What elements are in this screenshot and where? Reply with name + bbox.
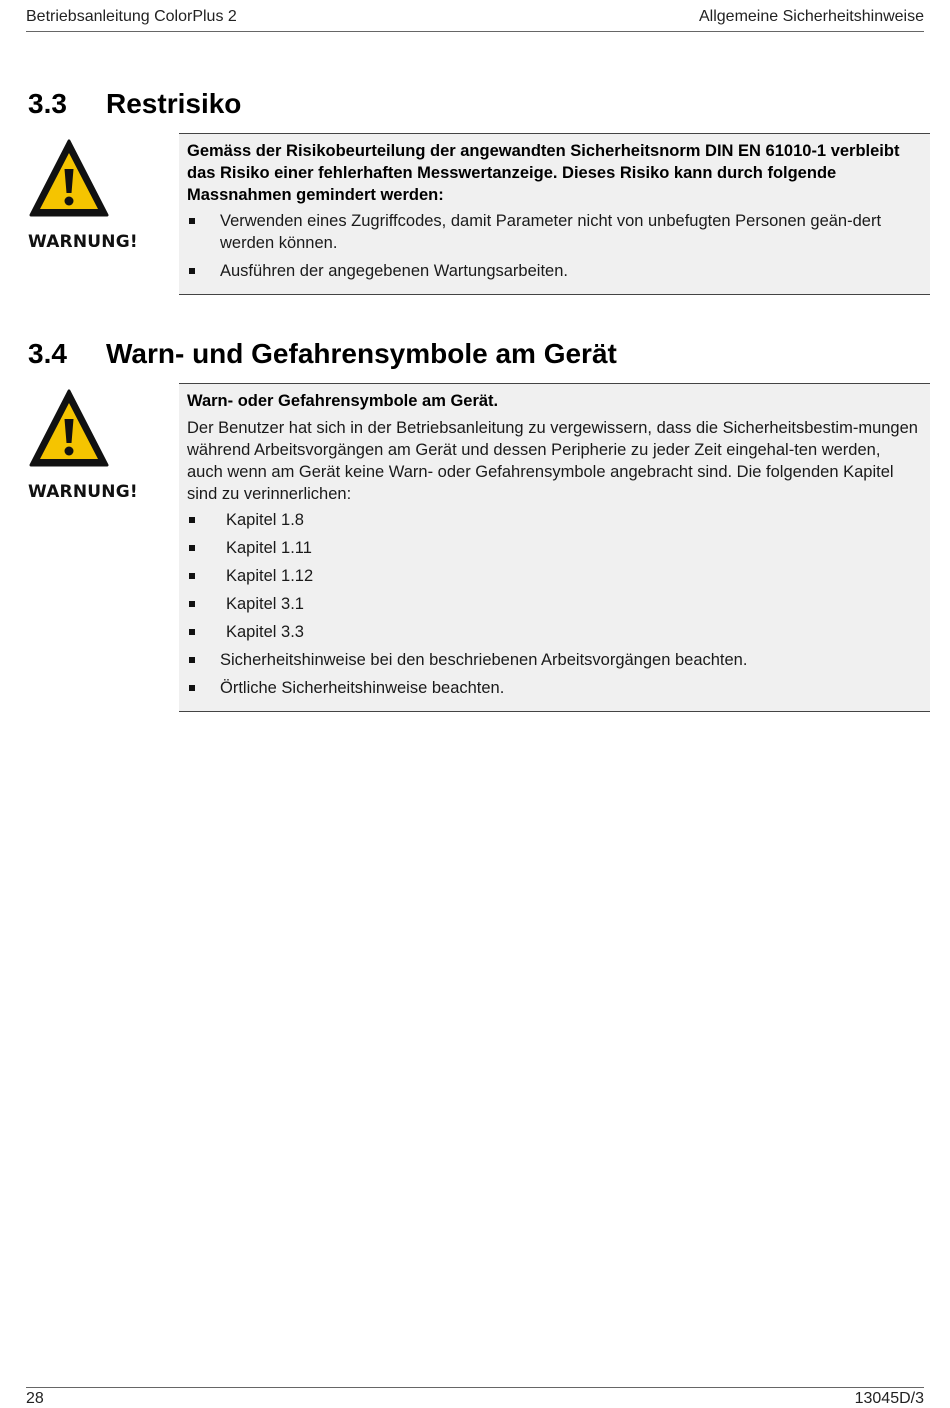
header-chapter-title: Allgemeine Sicherheitshinweise — [698, 8, 924, 25]
section-heading-3-3 — [28, 88, 241, 120]
list-item: Kapitel 1.11 — [187, 537, 920, 559]
warning-sign-3-3 — [28, 138, 138, 252]
section-number: 3.3 — [28, 88, 67, 119]
warning-lead-text: Gemäss der Risikobeurteilung der angewandten Sicherheitsnorm DIN EN 61010-1 verbleibt das Risiko einer fehlerhaften Messwertanzeige. Dieses Risiko kann durch folgende Massnahmen gemindert werden: — [187, 142, 900, 204]
warning-label: WARNUNG! — [28, 232, 138, 252]
running-header — [26, 8, 924, 32]
list-item: Verwenden eines Zugriffcodes, damit Parameter nicht von unbefugten Personen geän-dert werden können. — [187, 210, 920, 254]
section-title: Warn- und Gefahrensymbole am Gerät — [106, 338, 617, 369]
warning-label: WARNUNG! — [28, 482, 138, 502]
measures-list — [187, 210, 920, 282]
list-item: Ausführen der angegebenen Wartungsarbeiten. — [187, 260, 920, 282]
warning-triangle-icon — [28, 138, 110, 220]
warning-box-3-3 — [179, 133, 930, 295]
warning-lead-text: Warn- oder Gefahrensymbole am Gerät. — [187, 392, 499, 410]
list-item: Örtliche Sicherheitshinweise beachten. — [187, 677, 920, 699]
list-item: Kapitel 3.1 — [187, 593, 920, 615]
page-number: 28 — [26, 1390, 44, 1407]
warning-sign-3-4 — [28, 388, 138, 502]
section-title: Restrisiko — [106, 88, 242, 119]
document-id: 13045D/3 — [854, 1390, 924, 1407]
warning-triangle-icon — [28, 388, 110, 470]
warning-paragraph: Der Benutzer hat sich in der Betriebsanleitung zu vergewissern, dass die Sicherheitsbestim-mungen während Arbeitsvorgängen am Gerät und dessen Peripherie zu jeder Zeit eingehal-ten werden, auch wenn am Gerät keine Warn- oder Gefahrensymbole angebracht sind. Die folgenden Kapitel sind zu verinnerlichen: — [187, 419, 918, 503]
chapter-list — [187, 509, 920, 699]
header-document-title: Betriebsanleitung ColorPlus 2 — [26, 8, 237, 25]
warning-box-3-4 — [179, 383, 930, 712]
running-footer — [26, 1387, 924, 1408]
list-item: Kapitel 3.3 — [187, 621, 920, 643]
section-heading-3-4 — [28, 338, 617, 370]
section-number: 3.4 — [28, 338, 67, 369]
list-item: Kapitel 1.8 — [187, 509, 920, 531]
list-item: Kapitel 1.12 — [187, 565, 920, 587]
list-item: Sicherheitshinweise bei den beschriebenen Arbeitsvorgängen beachten. — [187, 649, 920, 671]
